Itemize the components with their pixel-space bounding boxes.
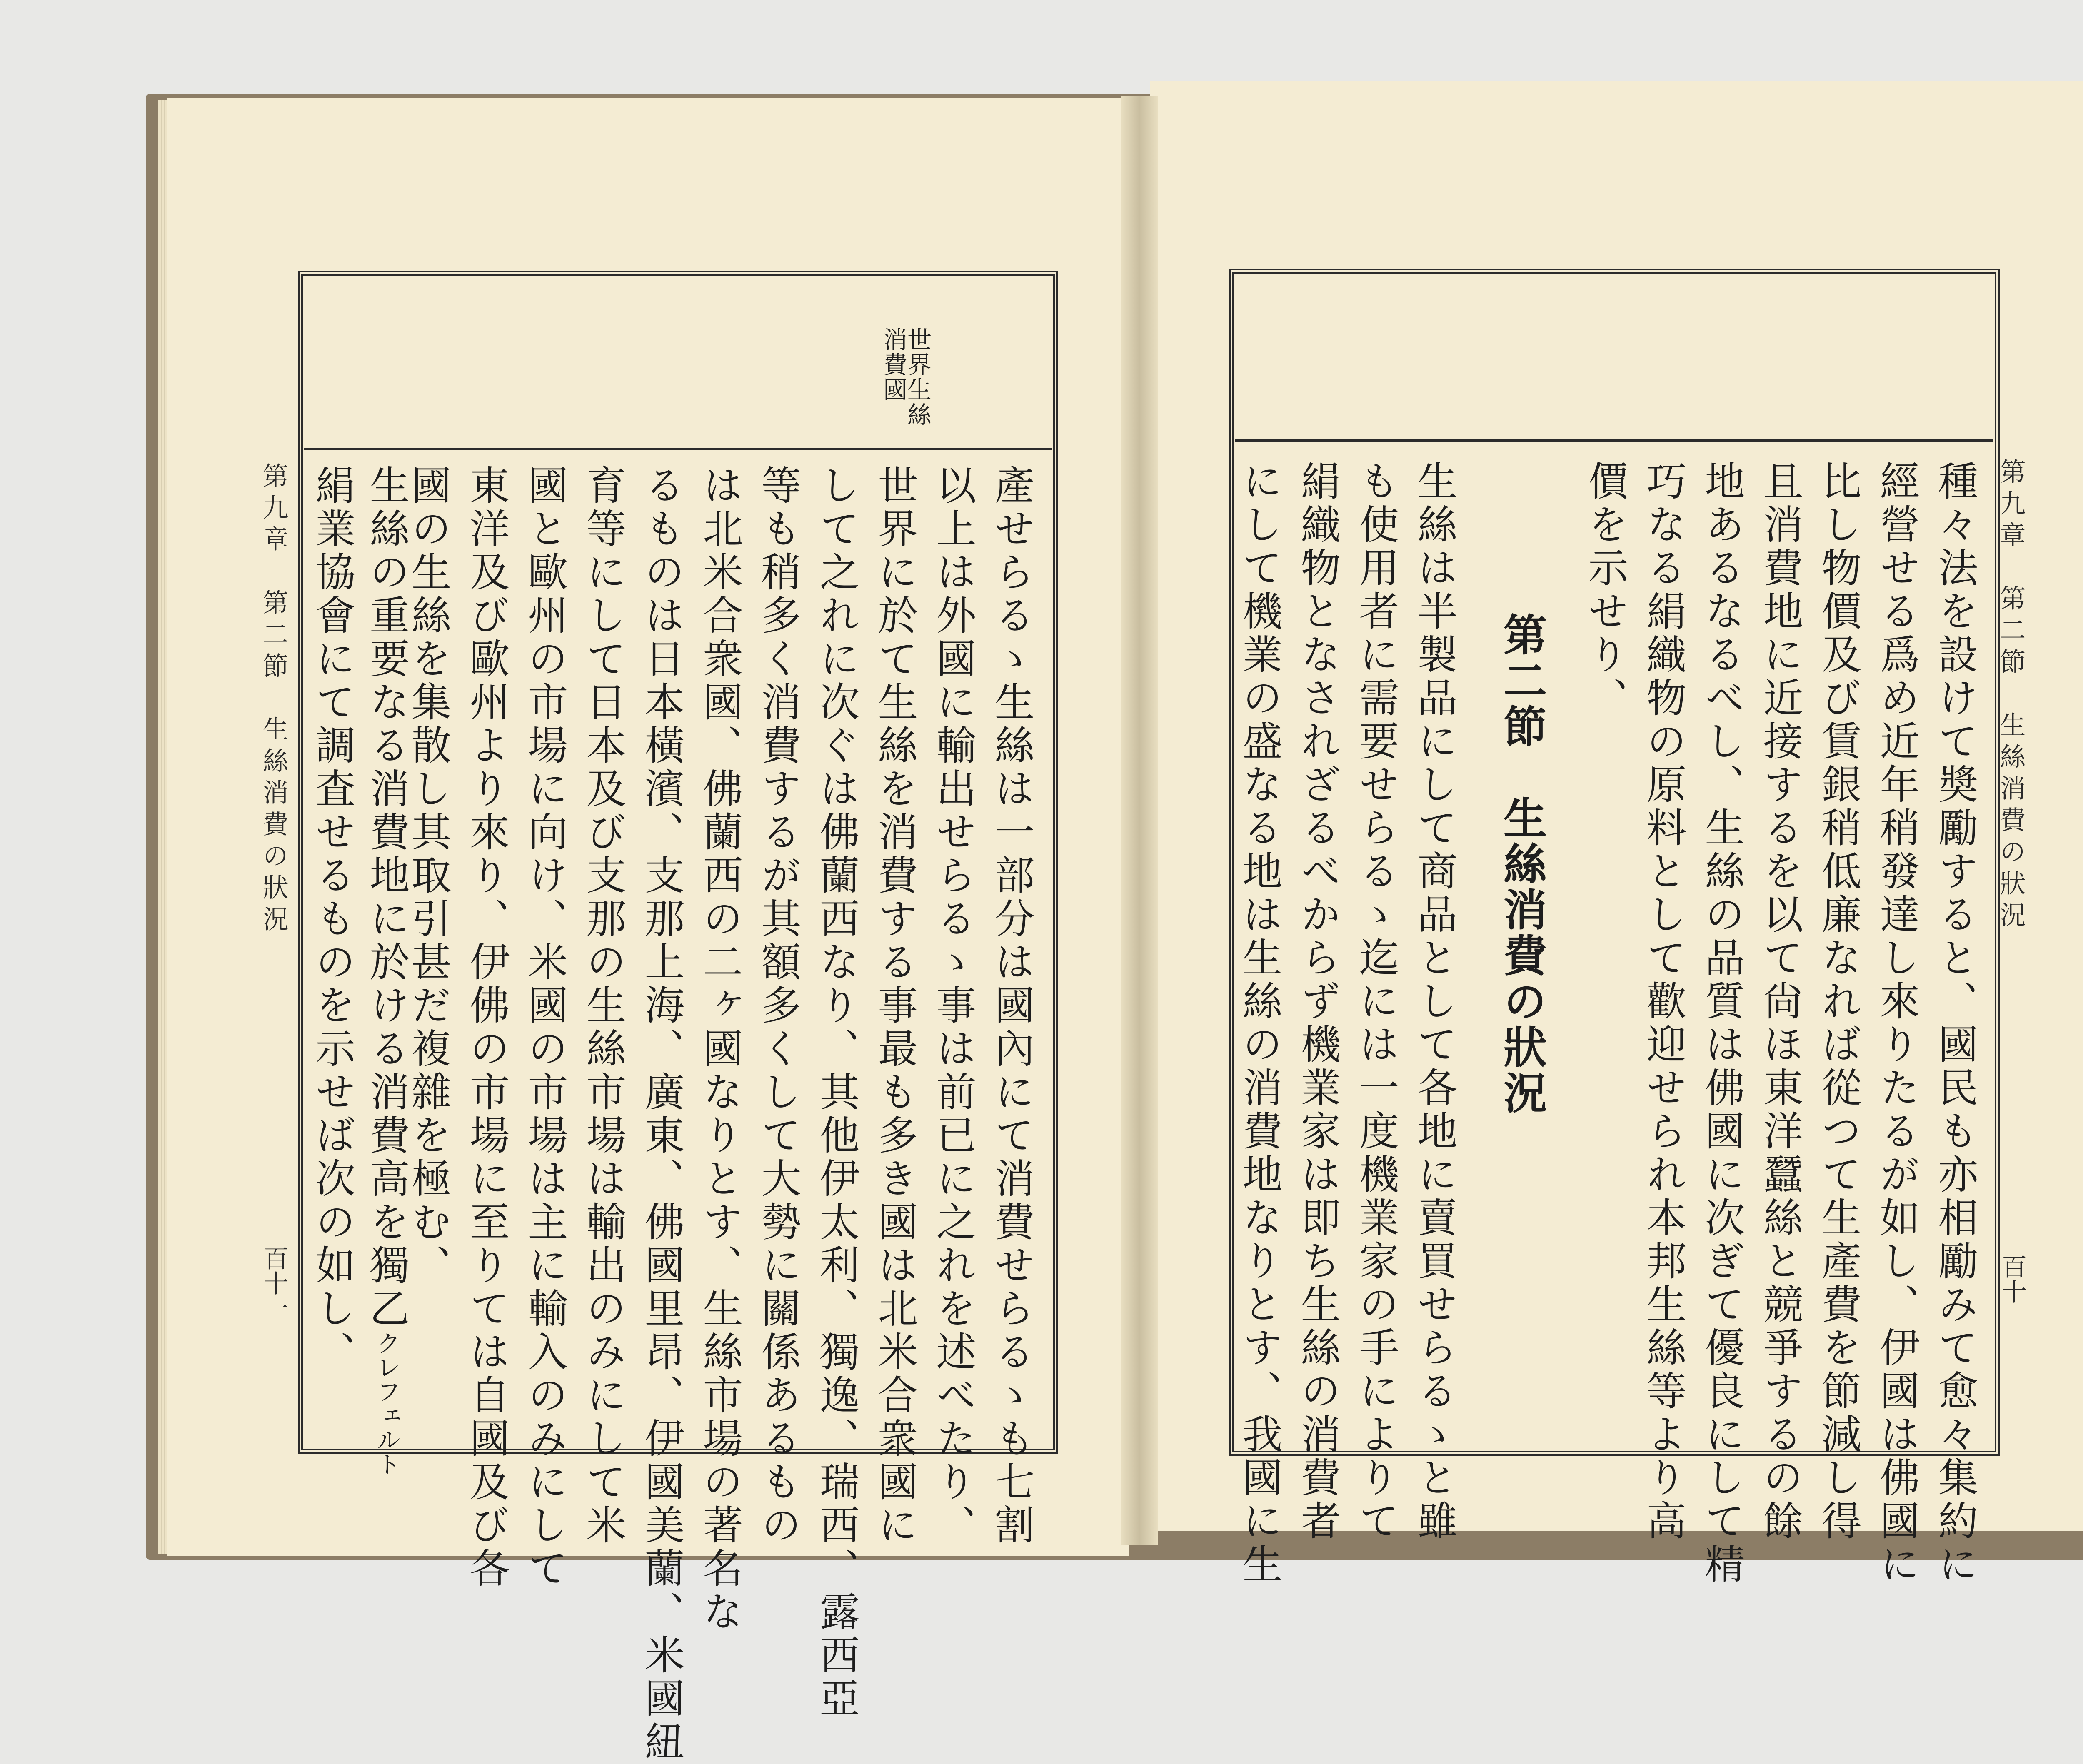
left-column-1: 產せらるゝ生絲は一部分は國內にて消費せらるゝも七割	[988, 464, 1035, 1547]
left-column-2: 以上は外國に輸出せらるゝ事は前已に之れを述べたり、	[930, 464, 977, 1547]
right-header-rule	[1235, 439, 1993, 442]
right-column-8: 生絲は半製品にして商品として各地に賣買せらるゝと雖	[1411, 460, 1458, 1543]
right-column-10: 絹織物となされざるべからず機業家は即ち生絲の消費者	[1294, 460, 1341, 1543]
left-column-7: るものは日本橫濱、支那上海、廣東、佛國里昂、伊國美蘭、米國紐	[638, 464, 685, 1764]
left-column-10: 東洋及び歐州より來り、伊佛の市場に至りては自國及び各	[463, 464, 510, 1591]
left-header-rule	[304, 448, 1052, 450]
margin-note: 世界生絲消費國	[879, 327, 932, 427]
left-column-13: 絹業協會にて調査せるものを示せば次の如し、	[309, 464, 356, 1374]
right-column-6: 巧なる絹織物の原料として歡迎せられ本邦生絲等より高	[1640, 460, 1687, 1543]
right-column-7: 價を示せり、	[1582, 460, 1628, 720]
right-column-9: も使用者に需要せらるゝ迄には一度機業家の手によりて	[1353, 460, 1399, 1543]
left-column-4: して之れに次ぐは佛蘭西なり、其他伊太利、獨逸、瑞西、露西亞	[813, 464, 860, 1721]
left-column-12	[363, 464, 410, 1476]
book-gutter	[1121, 96, 1158, 1545]
left-column-11: 國の生絲を集散し其取引甚だ複雜を極む、	[405, 464, 452, 1287]
right-column-11: にして機業の盛なる地は生絲の消費地なりとす、我國に生	[1236, 460, 1283, 1587]
right-column-2: 經營せる爲め近年稍發達し來りたるが如し、伊國は佛國に	[1873, 460, 1920, 1587]
right-column-3: 比し物價及び賃銀稍低廉なれば從つて生產費を節減し得	[1815, 460, 1862, 1543]
left-column-8: 育等にして日本及び支那の生絲市場は輸出のみにして米	[580, 464, 627, 1547]
section-heading: 第二節 生絲消費の狀況	[1496, 612, 1547, 1116]
left-column-3: 世界に於て生絲を消費する事最も多き國は北米合衆國に	[872, 464, 918, 1547]
left-column-5: 等も稍多く消費するが其額多くして大勢に關係あるもの	[755, 464, 802, 1547]
right-column-4: 且消費地に近接するを以て尙ほ東洋蠶絲と競爭するの餘	[1757, 460, 1803, 1543]
right-column-1: 種々法を設けて奬勵すると、國民も亦相勵みて愈々集約に	[1932, 460, 1978, 1587]
right-running-head: 第九章 第二節 生絲消費の狀況	[1996, 458, 2026, 933]
katakana-gloss: クレフェルト	[372, 1331, 401, 1476]
left-column-12-text: 生絲の重要なる消費地に於ける消費高を獨乙	[363, 464, 410, 1331]
left-page-number: 百十一	[260, 1245, 289, 1320]
right-page-number: 百十	[1998, 1254, 2027, 1304]
right-column-5: 地あるなるべし、生絲の品質は佛國に次ぎて優良にして精	[1698, 460, 1745, 1587]
left-column-6: は北米合衆國、佛蘭西の二ヶ國なりとす、生絲市場の著名な	[697, 464, 743, 1634]
left-column-9: 國と歐州の市場に向け、米國の市場は主に輸入のみにして	[522, 464, 568, 1591]
left-running-head: 第九章 第二節 生絲消費の狀況	[258, 462, 289, 937]
